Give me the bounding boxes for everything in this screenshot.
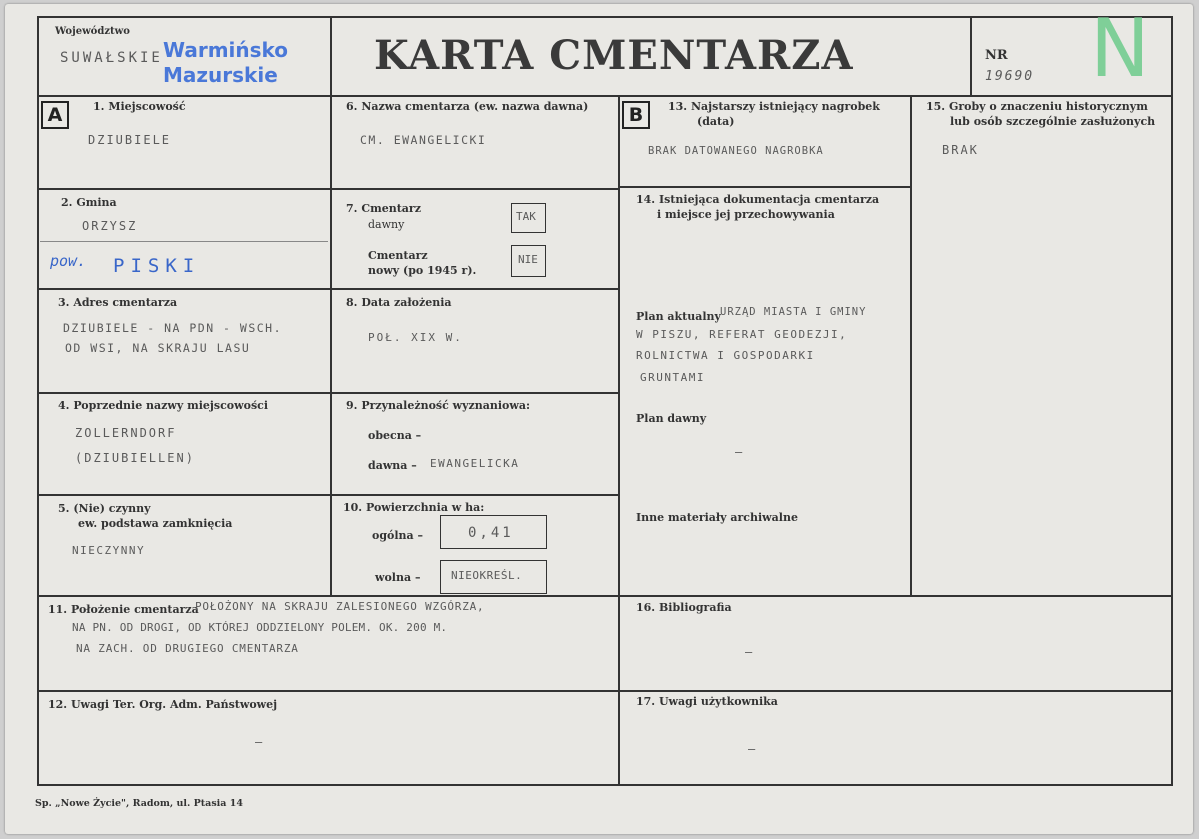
nr-stamp: N — [1090, 2, 1150, 95]
field-11-value-line3: NA ZACH. OD DRUGIEGO CMENTARZA — [76, 642, 299, 655]
section-b-letter: B — [622, 101, 650, 129]
field-15-value: BRAK — [942, 143, 979, 157]
line-a-r2 — [37, 288, 619, 290]
field-15-label-line2: lub osób szczególnie zasłużonych — [950, 115, 1156, 128]
field-4-value-line1: ZOLLERNDORF — [75, 426, 177, 440]
field-7-label: 7. Cmentarz — [346, 202, 421, 215]
line-col-b1 — [910, 95, 912, 596]
powiat-prefix: pow. — [50, 252, 87, 270]
field-17-label: 17. Uwagi użytkownika — [636, 695, 778, 708]
field-10-total-value: 0,41 — [468, 525, 514, 541]
field-7-new-value: NIE — [518, 253, 538, 266]
line-header-bottom — [37, 95, 1173, 97]
field-9-current-label: obecna – — [368, 429, 422, 442]
field-14-old-plan-value: – — [735, 445, 745, 459]
field-9-label: 9. Przynależność wyznaniowa: — [346, 399, 531, 412]
field-10-label: 10. Powierzchnia w ha: — [343, 501, 485, 514]
field-14-current-plan-line1: URZĄD MIASTA I GMINY — [720, 306, 867, 318]
line-gmina-divider — [40, 241, 328, 242]
line-main-bottom — [37, 595, 1173, 597]
field-4-label: 4. Poprzednie nazwy miejscowości — [58, 399, 269, 412]
field-11-label: 11. Położenie cmentarza — [48, 603, 199, 616]
field-14-archive-label: Inne materiały archiwalne — [636, 511, 798, 524]
field-14-label-line2: i miejsce jej przechowywania — [657, 208, 835, 221]
field-13-label-line2: (data) — [697, 115, 735, 128]
field-9-former-value: EWANGELICKA — [430, 457, 520, 470]
field-10-total-label: ogólna – — [372, 529, 423, 542]
field-1-label: 1. Miejscowość — [93, 100, 186, 113]
line-header-voiv — [330, 16, 332, 96]
field-16-value: – — [745, 645, 755, 659]
nr-label: NR — [985, 48, 1008, 63]
line-a-r4 — [37, 494, 619, 496]
line-header-nr — [970, 16, 972, 96]
field-2-value: ORZYSZ — [82, 219, 138, 233]
line-right — [1171, 16, 1173, 786]
field-4-value-line2: (DZIUBIELLEN) — [75, 451, 195, 465]
field-5-label-line1: 5. (Nie) czynny — [58, 502, 151, 515]
field-16-label: 16. Bibliografia — [636, 601, 732, 614]
field-9-former-label: dawna – — [368, 459, 417, 472]
field-15-label-line1: 15. Groby o znaczeniu historycznym — [926, 100, 1148, 113]
field-7-old-value: TAK — [516, 210, 536, 223]
field-7-new-label1: Cmentarz — [368, 249, 428, 262]
field-3-value-line1: DZIUBIELE - NA PDN - WSCH. — [63, 321, 283, 335]
field-14-current-plan-line4: GRUNTAMI — [640, 371, 705, 384]
field-5-label-line2: ew. podstawa zamknięcia — [78, 517, 233, 530]
printer-footer: Sp. „Nowe Życie", Radom, ul. Ptasia 14 — [35, 798, 243, 809]
field-2-label: 2. Gmina — [61, 196, 117, 209]
field-14-current-plan-label: Plan aktualny — [636, 310, 721, 323]
voivodeship-value: SUWAŁSKIE — [60, 50, 163, 66]
field-5-value: NIECZYNNY — [72, 544, 146, 557]
field-10-free-value: NIEOKREŚL. — [451, 569, 523, 582]
field-6-value: CM. EWANGELICKI — [360, 133, 487, 147]
field-12-label: 12. Uwagi Ter. Org. Adm. Państwowej — [48, 698, 278, 711]
field-8-value: POŁ. XIX W. — [368, 331, 463, 344]
voivodeship-stamp-line2: Mazurskie — [163, 63, 278, 87]
field-3-label: 3. Adres cmentarza — [58, 296, 178, 309]
line-a-r1 — [37, 188, 619, 190]
field-11-value-line1: POŁOŻONY NA SKRAJU ZALESIONEGO WZGÓRZA, — [195, 600, 485, 613]
field-14-current-plan-line3: ROLNICTWA I GOSPODARKI — [636, 349, 815, 362]
field-7-old-label: dawny — [368, 218, 405, 231]
field-13-value: BRAK DATOWANEGO NAGROBKA — [648, 145, 824, 157]
voivodeship-stamp-line1: Warmińsko — [163, 38, 289, 62]
card-title: KARTA CMENTARZA — [374, 32, 854, 79]
field-12-value: – — [255, 735, 265, 749]
voivodeship-label: Województwo — [55, 26, 130, 37]
field-14-current-plan-line2: W PISZU, REFERAT GEODEZJI, — [636, 328, 848, 341]
field-17-value: – — [748, 742, 758, 756]
field-8-label: 8. Data założenia — [346, 296, 452, 309]
field-1-value: DZIUBIELE — [88, 133, 172, 147]
powiat-value: PISKI — [113, 255, 201, 277]
line-bottom — [37, 784, 1173, 786]
field-14-label-line1: 14. Istniejąca dokumentacja cmentarza — [636, 193, 880, 206]
field-6-label: 6. Nazwa cmentarza (ew. nazwa dawna) — [346, 100, 589, 113]
field-10-free-label: wolna – — [375, 571, 421, 584]
line-row11-bottom — [37, 690, 1173, 692]
field-11-value-line2: NA PN. OD DROGI, OD KTÓREJ ODDZIELONY POLEM. OK. 200 M. — [72, 621, 448, 634]
field-3-value-line2: OD WSI, NA SKRAJU LASU — [65, 341, 251, 355]
line-top — [37, 16, 1173, 18]
field-7-new-label2: nowy (po 1945 r). — [368, 264, 477, 277]
field-13-label-line1: 13. Najstarszy istniejący nagrobek — [668, 100, 880, 113]
line-col-a1 — [330, 95, 332, 596]
nr-value: 19690 — [985, 69, 1035, 84]
line-left — [37, 16, 39, 786]
line-b-r1 — [618, 186, 911, 188]
field-14-old-plan-label: Plan dawny — [636, 412, 707, 425]
line-a-r3 — [37, 392, 619, 394]
line-col-a2 — [618, 95, 620, 785]
section-a-letter: A — [41, 101, 69, 129]
